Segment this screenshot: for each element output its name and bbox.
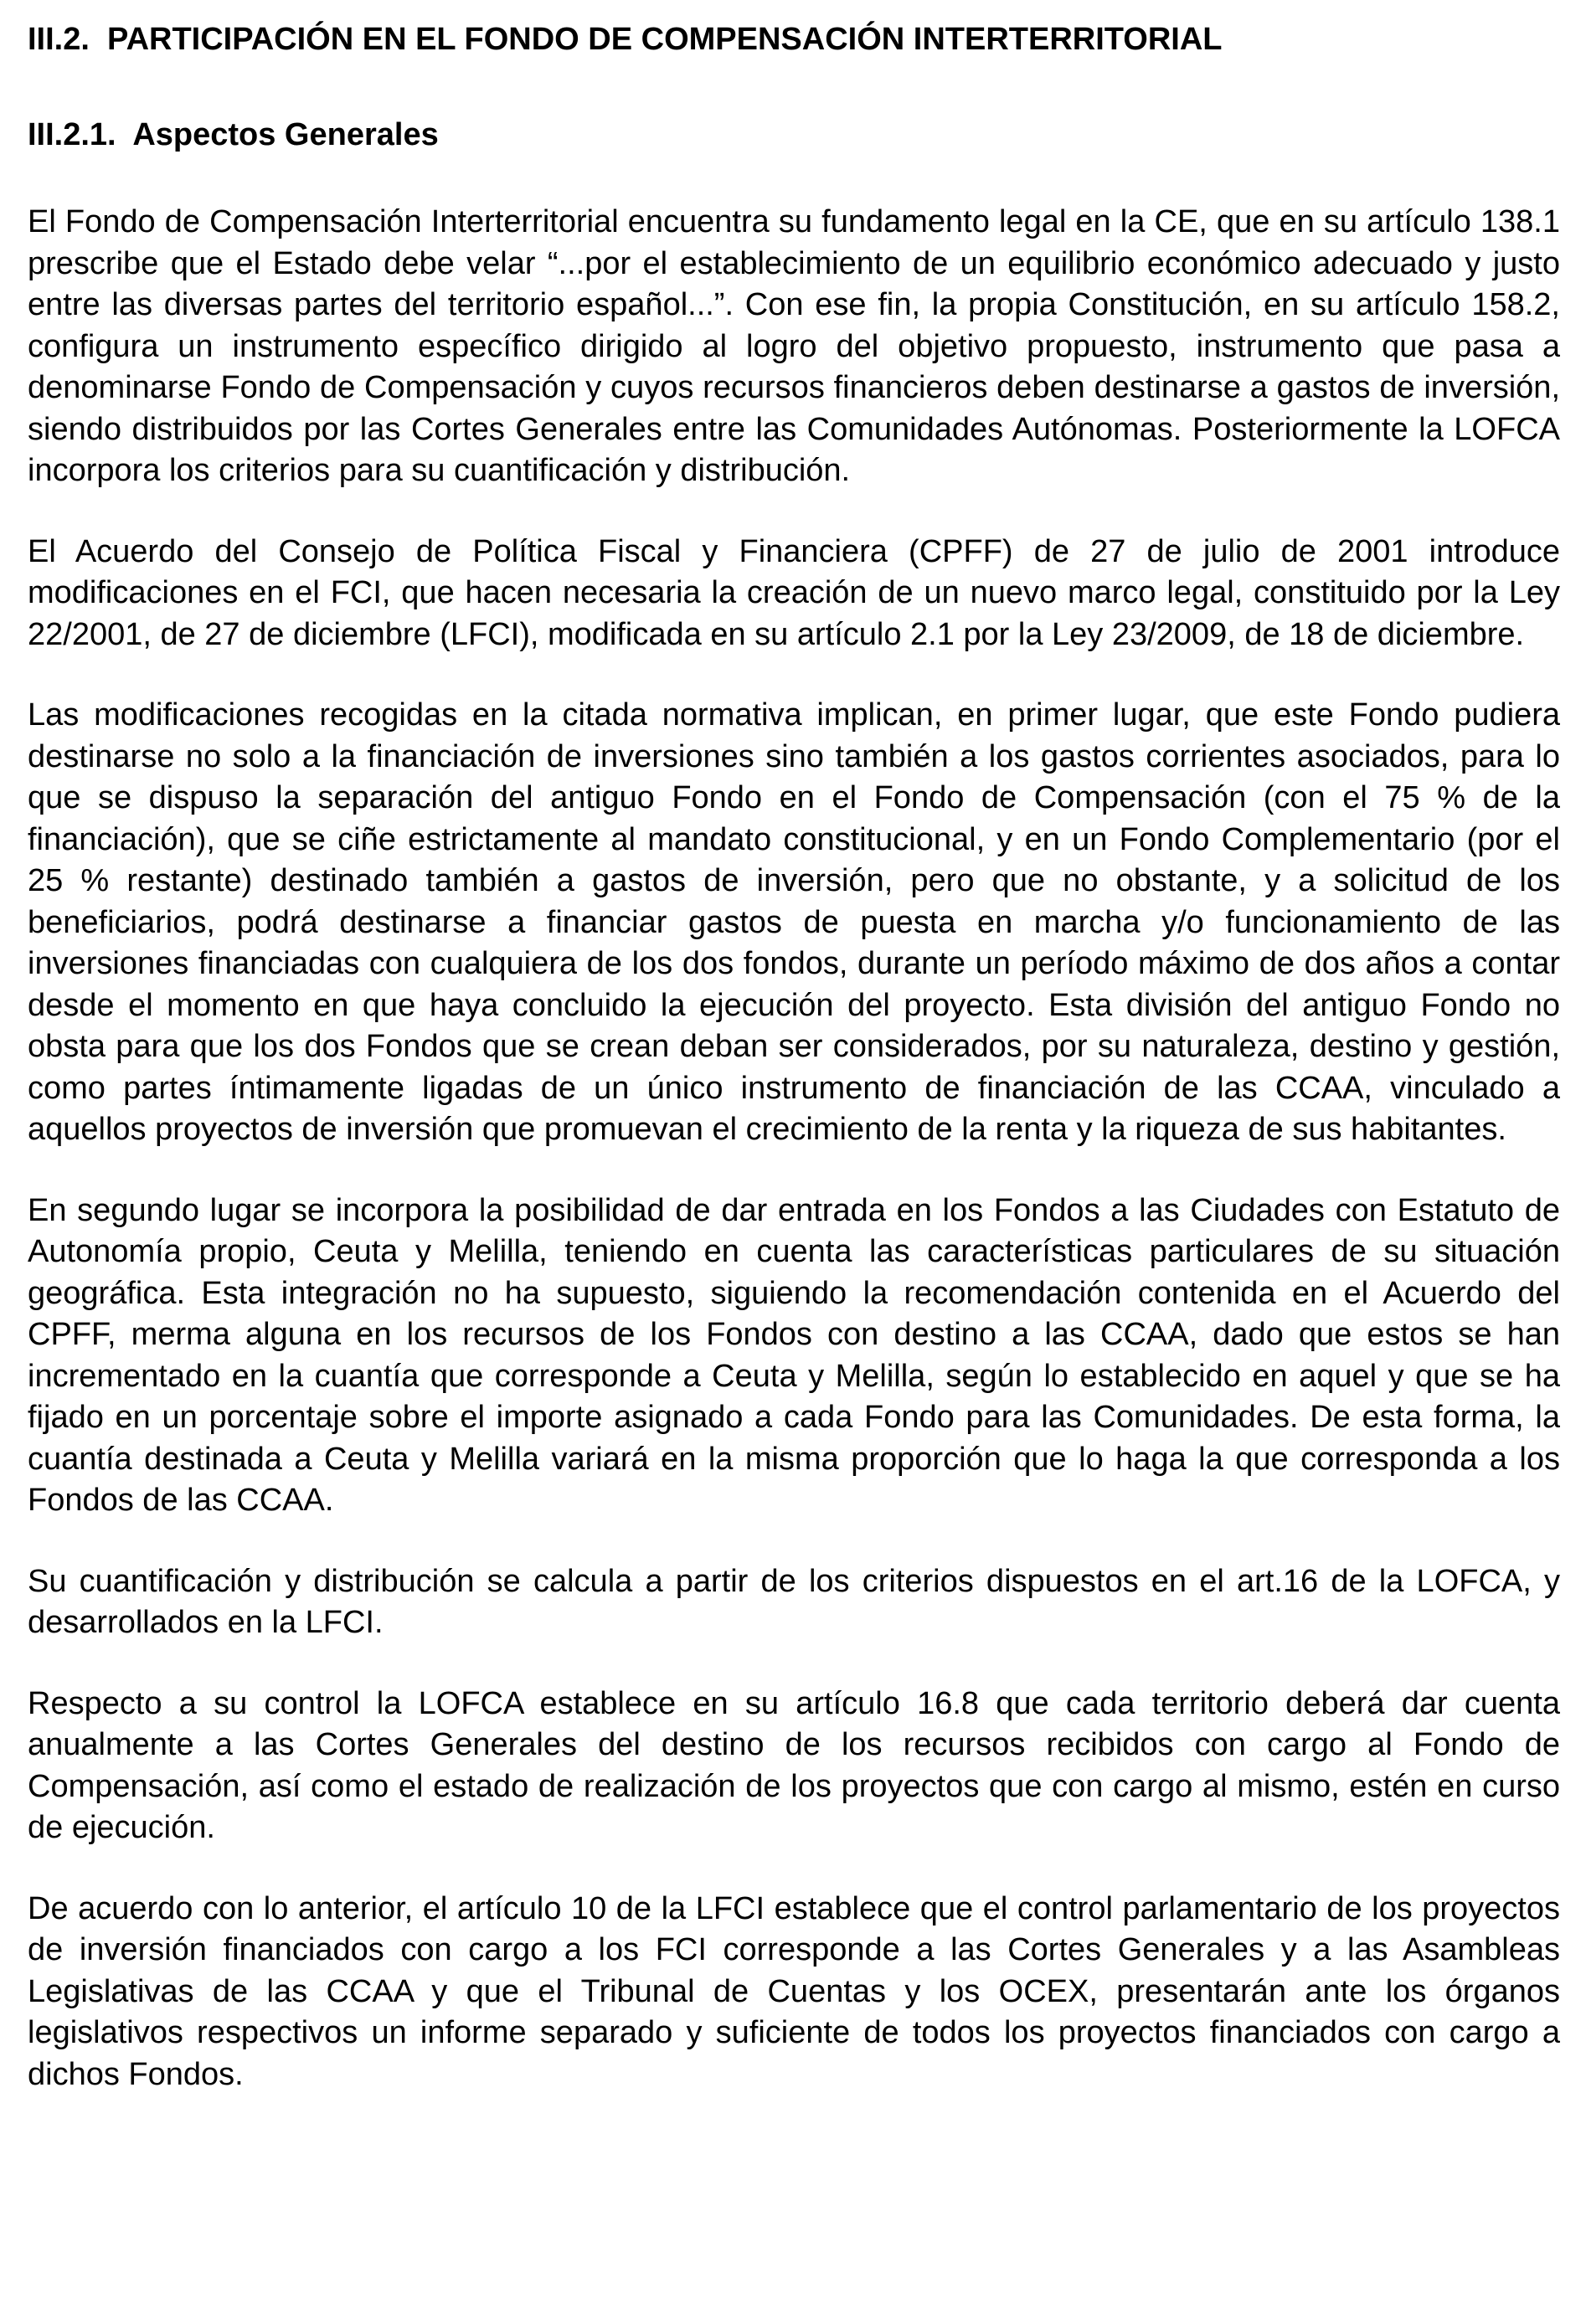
paragraph-modificaciones: Las modificaciones recogidas en la citada normativa implican, en primer lugar, que este Fondo pudiera destinarse no solo a la financiación de inversiones sino también a los gastos corrientes asociados, para lo que se dispuso la separación del antiguo Fondo en el Fondo de Compensación (con el 75 % de la financiación), que se ciñe estrictamente al mandato constitucional, y en un Fondo Complementario (por el 25 % restante) destinado también a gastos de inversión, pero que no obstante, y a solicitud de los beneficiarios, podrá destinarse a financiar gastos de puesta en marcha y/o funcionamiento de las inversiones financiadas con cualquiera de los dos fondos, durante un período máximo de dos años a contar desde el momento en que haya concluido la ejecución del proyecto. Esta división del antiguo Fondo no obsta para que los dos Fondos que se crean deban ser considerados, por su naturaleza, destino y gestión, como partes íntimamente ligadas de un único instrumento de financiación de las CCAA, vinculado a aquellos proyectos de inversión que promuevan el crecimiento de la renta y la riqueza de sus habitantes. — [28, 697, 1560, 1147]
paragraph-control: Respecto a su control la LOFCA establece en su artículo 16.8 que cada territorio deberá dar cuenta anualmente a las Cortes Generales del destino de los recursos recibidos con cargo al Fondo de Compensación, así como el estado de realización de los proyectos que con cargo al mismo, estén en curso de ejecución. — [28, 1685, 1560, 1845]
paragraph-ceuta-melilla: En segundo lugar se incorpora la posibilidad de dar entrada en los Fondos a las Ciudades con Estatuto de Autonomía propio, Ceuta y Melilla, teniendo en cuenta las características particulares de su situación geográfica. Esta integración no ha supuesto, siguiendo la recomendación contenida en el Acuerdo del CPFF, merma alguna en los recursos de los Fondos con destino a las CCAA, dado que estos se han incrementado en la cuantía que corresponde a Ceuta y Melilla, según lo establecido en aquel y que se ha fijado en un porcentaje sobre el importe asignado a cada Fondo para las Comunidades. De esta forma, la cuantía destinada a Ceuta y Melilla variará en la misma proporción que lo haga la que corresponda a los Fondos de las CCAA. — [28, 1192, 1560, 1518]
section-title: III.2. PARTICIPACIÓN EN EL FONDO DE COMPENSACIÓN INTERTERRITORIAL — [28, 22, 1223, 57]
subsection-title: III.2.1. Aspectos Generales — [28, 117, 439, 152]
paragraph-fundamento-legal: El Fondo de Compensación Interterritorial encuentra su fundamento legal en la CE, que en su artículo 138.1 prescribe que el Estado debe velar “...por el establecimiento de un equilibrio económico adecuado y justo entre las diversas partes del territorio español...”. Con ese fin, la propia Constitución, en su artículo 158.2, configura un instrumento específico dirigido al logro del objetivo propuesto, instrumento que pasa a denominarse Fondo de Compensación y cuyos recursos financieros deben destinarse a gastos de inversión, siendo distribuidos por las Cortes Generales entre las Comunidades Autónomas. Posteriormente la LOFCA incorpora los criterios para su cuantificación y distribución. — [28, 204, 1560, 488]
paragraph-control-parlamentario: De acuerdo con lo anterior, el artículo 10 de la LFCI establece que el control parlamentario de los proyectos de inversión financiados con cargo a los FCI corresponde a las Cortes Generales y a las Asambleas Legislativas de las CCAA y que el Tribunal de Cuentas y los OCEX, presentarán ante los órganos legislativos respectivos un informe separado y suficiente de todos los proyectos financiados con cargo a dichos Fondos. — [28, 1890, 1560, 2092]
paragraph-acuerdo-cpff: El Acuerdo del Consejo de Política Fiscal y Financiera (CPFF) de 27 de julio de 2001 introduce modificaciones en el FCI, que hacen necesaria la creación de un nuevo marco legal, constituido por la Ley 22/2001, de 27 de diciembre (LFCI), modificada en su artículo 2.1 por la Ley 23/2009, de 18 de diciembre. — [28, 533, 1560, 652]
paragraph-cuantificacion: Su cuantificación y distribución se calcula a partir de los criterios dispuestos en el art.16 de la LOFCA, y desarrollados en la LFCI. — [28, 1563, 1560, 1640]
document-page — [28, 18, 1560, 2135]
